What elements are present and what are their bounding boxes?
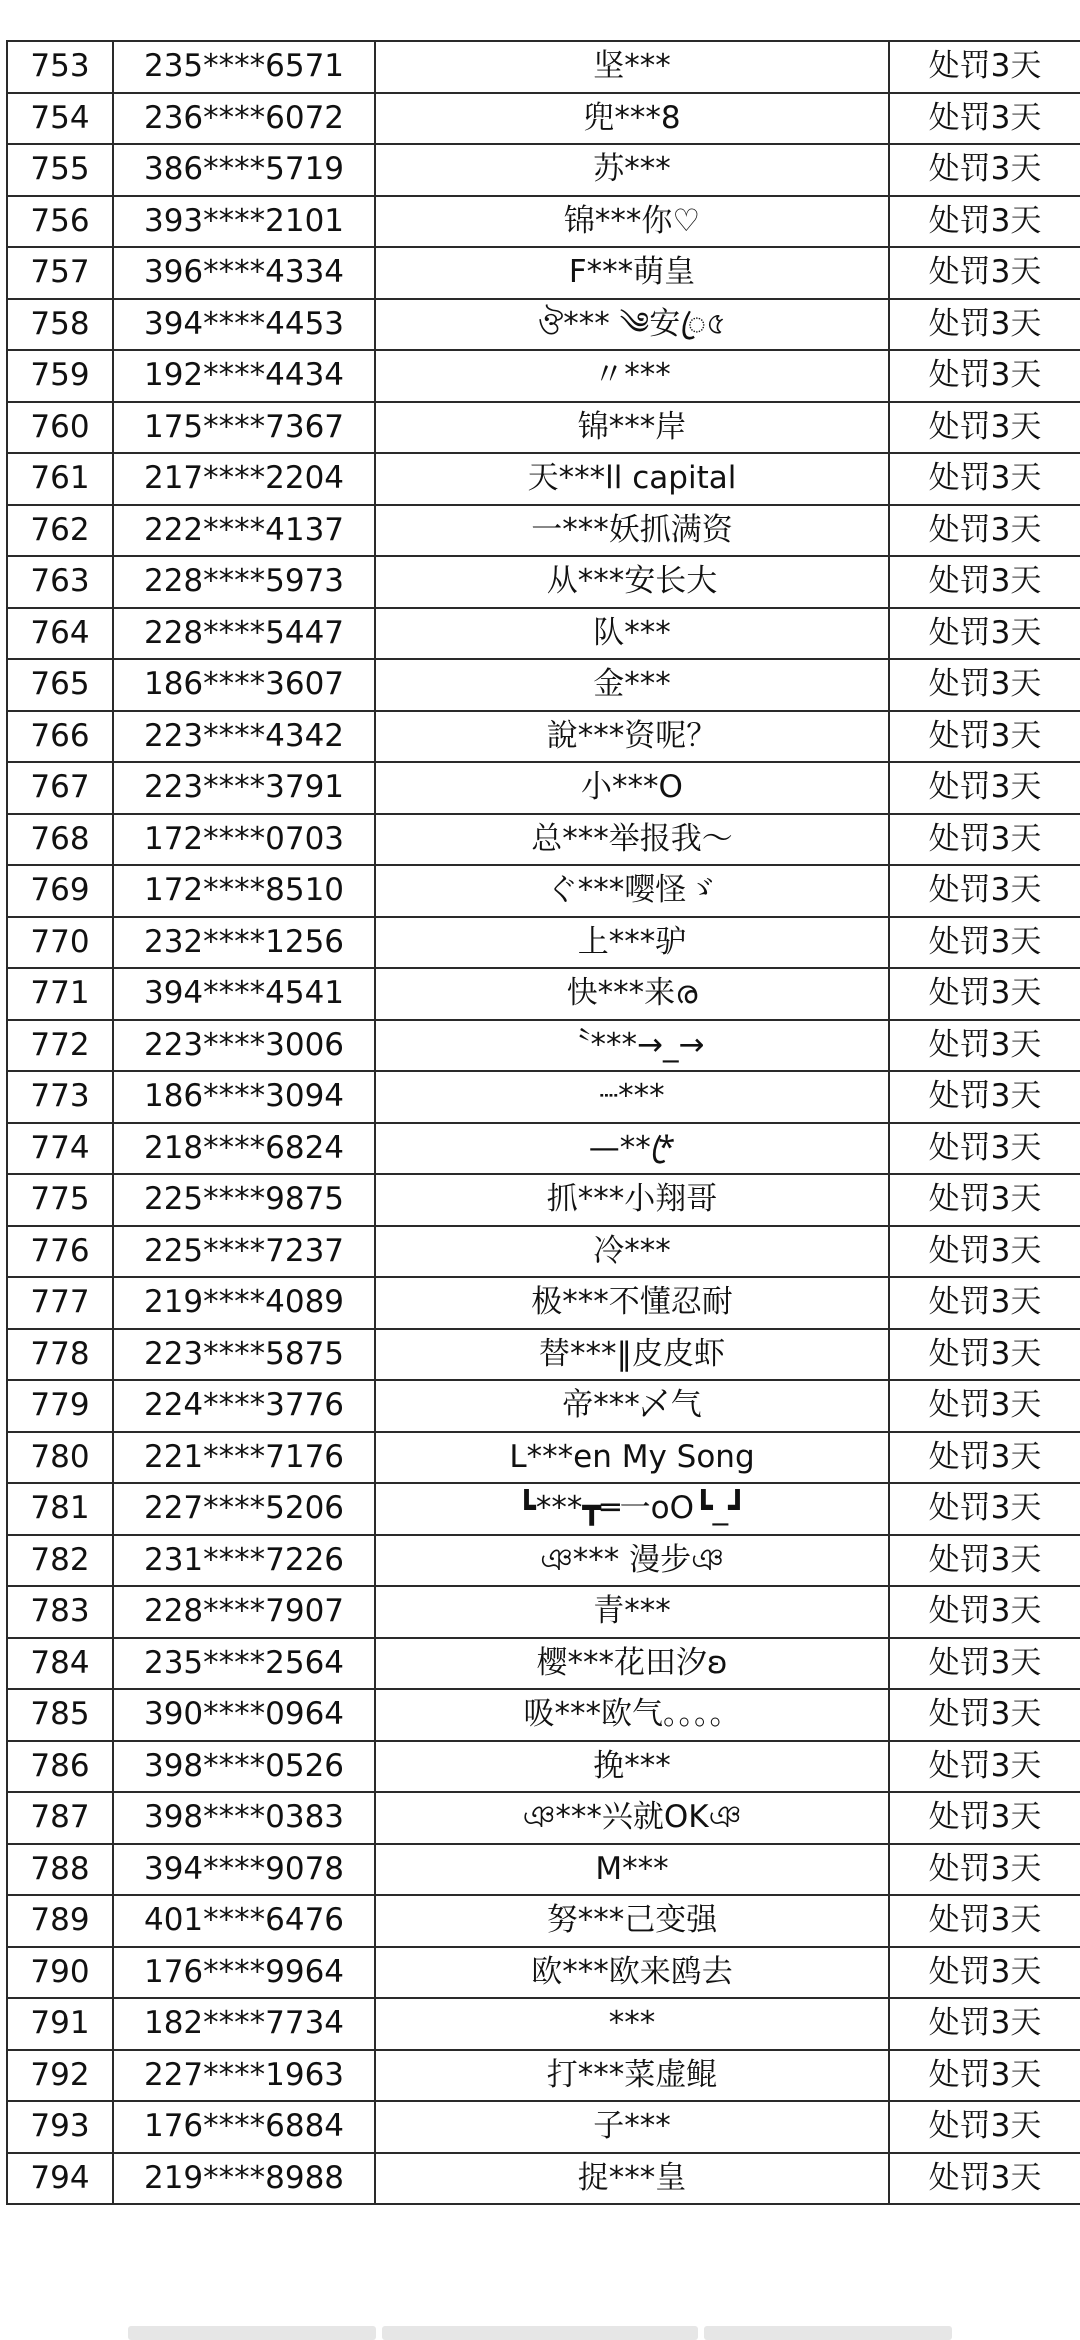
row-number-cell: 767 — [7, 762, 113, 814]
account-cell: 390****0964 — [113, 1689, 375, 1741]
table-row — [7, 453, 1080, 505]
account-cell: 219****8988 — [113, 2153, 375, 2205]
nickname-cell: F***萌皇 — [375, 247, 889, 299]
penalty-cell: 处罚3天 — [889, 1947, 1080, 1999]
bottom-segment-left — [128, 2326, 376, 2340]
table-row — [7, 1844, 1080, 1896]
penalty-cell: 处罚3天 — [889, 1483, 1080, 1535]
account-cell: 172****8510 — [113, 865, 375, 917]
row-number-cell: 760 — [7, 402, 113, 454]
penalty-cell: 处罚3天 — [889, 505, 1080, 557]
table-row — [7, 247, 1080, 299]
table-row — [7, 196, 1080, 248]
account-cell: 223****3006 — [113, 1020, 375, 1072]
penalty-cell: 处罚3天 — [889, 1792, 1080, 1844]
table-row — [7, 1123, 1080, 1175]
bottom-segment-right — [704, 2326, 952, 2340]
penalty-cell: 处罚3天 — [889, 814, 1080, 866]
nickname-cell: 〝***→_→ — [375, 1020, 889, 1072]
table-row — [7, 1689, 1080, 1741]
account-cell: 235****6571 — [113, 41, 375, 93]
account-cell: 225****9875 — [113, 1174, 375, 1226]
account-cell: 398****0526 — [113, 1741, 375, 1793]
nickname-cell: 锦***岸 — [375, 402, 889, 454]
table-row — [7, 1483, 1080, 1535]
penalty-cell: 处罚3天 — [889, 93, 1080, 145]
row-number-cell: 786 — [7, 1741, 113, 1793]
table-row — [7, 1380, 1080, 1432]
row-number-cell: 781 — [7, 1483, 113, 1535]
nickname-cell: 一***妖抓满资 — [375, 505, 889, 557]
penalty-cell: 处罚3天 — [889, 1432, 1080, 1484]
table-row — [7, 1638, 1080, 1690]
account-cell: 176****9964 — [113, 1947, 375, 1999]
table-row — [7, 1071, 1080, 1123]
nickname-cell: —***ꦿ — [375, 1123, 889, 1175]
row-number-cell: 775 — [7, 1174, 113, 1226]
account-cell: 172****0703 — [113, 814, 375, 866]
penalty-cell: 处罚3天 — [889, 659, 1080, 711]
row-number-cell: 789 — [7, 1895, 113, 1947]
nickname-cell: 打***菜虚鲲 — [375, 2050, 889, 2102]
penalty-cell: 处罚3天 — [889, 247, 1080, 299]
account-cell: 393****2101 — [113, 196, 375, 248]
penalty-cell: 处罚3天 — [889, 762, 1080, 814]
table-row — [7, 299, 1080, 351]
row-number-cell: 769 — [7, 865, 113, 917]
row-number-cell: 772 — [7, 1020, 113, 1072]
nickname-cell: ঞ*** 漫步ঞ — [375, 1535, 889, 1587]
row-number-cell: 777 — [7, 1277, 113, 1329]
nickname-cell: 青*** — [375, 1586, 889, 1638]
penalty-cell: 处罚3天 — [889, 968, 1080, 1020]
penalty-cell: 处罚3天 — [889, 556, 1080, 608]
row-number-cell: 758 — [7, 299, 113, 351]
table-row — [7, 1535, 1080, 1587]
nickname-cell: ┗***┳═一oO┗_┛ — [375, 1483, 889, 1535]
row-number-cell: 763 — [7, 556, 113, 608]
nickname-cell: 挽*** — [375, 1741, 889, 1793]
account-cell: 228****5447 — [113, 608, 375, 660]
penalty-cell: 处罚3天 — [889, 453, 1080, 505]
nickname-cell: 上***驴 — [375, 917, 889, 969]
penalty-cell: 处罚3天 — [889, 1741, 1080, 1793]
nickname-cell: 天***ll capital — [375, 453, 889, 505]
nickname-cell: 吸***欧气。。。。 — [375, 1689, 889, 1741]
account-cell: 235****2564 — [113, 1638, 375, 1690]
nickname-cell: ঔ*** ༄安ꦿ৫ — [375, 299, 889, 351]
account-cell: 186****3607 — [113, 659, 375, 711]
account-cell: 182****7734 — [113, 1998, 375, 2050]
account-cell: 221****7176 — [113, 1432, 375, 1484]
row-number-cell: 782 — [7, 1535, 113, 1587]
account-cell: 186****3094 — [113, 1071, 375, 1123]
account-cell: 223****3791 — [113, 762, 375, 814]
nickname-cell: 苏*** — [375, 144, 889, 196]
row-number-cell: 754 — [7, 93, 113, 145]
row-number-cell: 756 — [7, 196, 113, 248]
account-cell: 224****3776 — [113, 1380, 375, 1432]
nickname-cell: ぐ***嘤怪ゞ — [375, 865, 889, 917]
table-row — [7, 1586, 1080, 1638]
penalty-cell: 处罚3天 — [889, 1174, 1080, 1226]
nickname-cell: ┈*** — [375, 1071, 889, 1123]
penalty-cell: 处罚3天 — [889, 1020, 1080, 1072]
nickname-cell: 队*** — [375, 608, 889, 660]
row-number-cell: 773 — [7, 1071, 113, 1123]
table-body — [7, 41, 1080, 2204]
account-cell: 232****1256 — [113, 917, 375, 969]
row-number-cell: 787 — [7, 1792, 113, 1844]
row-number-cell: 792 — [7, 2050, 113, 2102]
account-cell: 228****5973 — [113, 556, 375, 608]
account-cell: 236****6072 — [113, 93, 375, 145]
account-cell: 386****5719 — [113, 144, 375, 196]
nickname-cell: 兜***8 — [375, 93, 889, 145]
penalty-cell: 处罚3天 — [889, 1071, 1080, 1123]
account-cell: 222****4137 — [113, 505, 375, 557]
table-row — [7, 1947, 1080, 1999]
penalty-cell: 处罚3天 — [889, 1329, 1080, 1381]
table-row — [7, 917, 1080, 969]
row-number-cell: 778 — [7, 1329, 113, 1381]
account-cell: 394****4453 — [113, 299, 375, 351]
row-number-cell: 768 — [7, 814, 113, 866]
penalty-cell: 处罚3天 — [889, 196, 1080, 248]
table-row — [7, 556, 1080, 608]
table-row — [7, 2050, 1080, 2102]
penalty-cell: 处罚3天 — [889, 1226, 1080, 1278]
row-number-cell: 757 — [7, 247, 113, 299]
account-cell: 394****9078 — [113, 1844, 375, 1896]
table-row — [7, 1741, 1080, 1793]
table-row — [7, 1329, 1080, 1381]
row-number-cell: 770 — [7, 917, 113, 969]
account-cell: 231****7226 — [113, 1535, 375, 1587]
nickname-cell: 〃*** — [375, 350, 889, 402]
table-row — [7, 711, 1080, 763]
nickname-cell: 金*** — [375, 659, 889, 711]
row-number-cell: 788 — [7, 1844, 113, 1896]
table-row — [7, 402, 1080, 454]
nickname-cell: 极***不懂忍耐 — [375, 1277, 889, 1329]
penalty-cell: 处罚3天 — [889, 1586, 1080, 1638]
nickname-cell: ঞ***兴就OKঞ — [375, 1792, 889, 1844]
row-number-cell: 790 — [7, 1947, 113, 1999]
table-row — [7, 505, 1080, 557]
nickname-cell: 欧***欧来鸥去 — [375, 1947, 889, 1999]
table-row — [7, 865, 1080, 917]
row-number-cell: 780 — [7, 1432, 113, 1484]
account-cell: 398****0383 — [113, 1792, 375, 1844]
account-cell: 228****7907 — [113, 1586, 375, 1638]
account-cell: 175****7367 — [113, 402, 375, 454]
penalty-cell: 处罚3天 — [889, 2153, 1080, 2205]
penalty-cell: 处罚3天 — [889, 350, 1080, 402]
penalty-cell: 处罚3天 — [889, 917, 1080, 969]
penalty-cell: 处罚3天 — [889, 1277, 1080, 1329]
nickname-cell: 锦***你♡ — [375, 196, 889, 248]
account-cell: 396****4334 — [113, 247, 375, 299]
penalty-cell: 处罚3天 — [889, 41, 1080, 93]
penalty-cell: 处罚3天 — [889, 402, 1080, 454]
nickname-cell: 快***来ര — [375, 968, 889, 1020]
table-row — [7, 762, 1080, 814]
table-row — [7, 1792, 1080, 1844]
penalty-cell: 处罚3天 — [889, 1638, 1080, 1690]
table-row — [7, 1998, 1080, 2050]
row-number-cell: 776 — [7, 1226, 113, 1278]
nickname-cell: 替***‖皮皮虾 — [375, 1329, 889, 1381]
account-cell: 227****5206 — [113, 1483, 375, 1535]
account-cell: 223****5875 — [113, 1329, 375, 1381]
row-number-cell: 794 — [7, 2153, 113, 2205]
table-row — [7, 608, 1080, 660]
table-row — [7, 2101, 1080, 2153]
penalty-cell: 处罚3天 — [889, 1123, 1080, 1175]
penalty-cell: 处罚3天 — [889, 1380, 1080, 1432]
table-row — [7, 1277, 1080, 1329]
nickname-cell: 捉***皇 — [375, 2153, 889, 2205]
row-number-cell: 784 — [7, 1638, 113, 1690]
table-row — [7, 1226, 1080, 1278]
row-number-cell: 766 — [7, 711, 113, 763]
account-cell: 227****1963 — [113, 2050, 375, 2102]
table-row — [7, 968, 1080, 1020]
table-row — [7, 350, 1080, 402]
bottom-navigation-strip — [0, 2312, 1080, 2340]
nickname-cell: 冷*** — [375, 1226, 889, 1278]
row-number-cell: 793 — [7, 2101, 113, 2153]
nickname-cell: 总***举报我～ — [375, 814, 889, 866]
table-row — [7, 1020, 1080, 1072]
row-number-cell: 774 — [7, 1123, 113, 1175]
account-cell: 218****6824 — [113, 1123, 375, 1175]
penalty-cell: 处罚3天 — [889, 299, 1080, 351]
nickname-cell: 坚*** — [375, 41, 889, 93]
account-cell: 225****7237 — [113, 1226, 375, 1278]
penalty-cell: 处罚3天 — [889, 1844, 1080, 1896]
row-number-cell: 759 — [7, 350, 113, 402]
row-number-cell: 761 — [7, 453, 113, 505]
nickname-cell: 樱***花田汐ʚ — [375, 1638, 889, 1690]
row-number-cell: 755 — [7, 144, 113, 196]
account-cell: 192****4434 — [113, 350, 375, 402]
nickname-cell: 抓***小翔哥 — [375, 1174, 889, 1226]
nickname-cell: 帝***乄气 — [375, 1380, 889, 1432]
table-row — [7, 1432, 1080, 1484]
top-spacer — [0, 0, 1080, 40]
row-number-cell: 791 — [7, 1998, 113, 2050]
account-cell: 219****4089 — [113, 1277, 375, 1329]
bottom-segment-middle — [382, 2326, 698, 2340]
row-number-cell: 779 — [7, 1380, 113, 1432]
row-number-cell: 765 — [7, 659, 113, 711]
nickname-cell: 小***O — [375, 762, 889, 814]
account-cell: 176****6884 — [113, 2101, 375, 2153]
penalty-cell: 处罚3天 — [889, 1535, 1080, 1587]
penalty-cell: 处罚3天 — [889, 2050, 1080, 2102]
row-number-cell: 753 — [7, 41, 113, 93]
nickname-cell: 努***己变强 — [375, 1895, 889, 1947]
row-number-cell: 764 — [7, 608, 113, 660]
penalty-cell: 处罚3天 — [889, 608, 1080, 660]
penalty-cell: 处罚3天 — [889, 1689, 1080, 1741]
nickname-cell: *** — [375, 1998, 889, 2050]
penalty-cell: 处罚3天 — [889, 2101, 1080, 2153]
account-cell: 401****6476 — [113, 1895, 375, 1947]
nickname-cell: M*** — [375, 1844, 889, 1896]
nickname-cell: 說***资呢？ — [375, 711, 889, 763]
account-cell: 394****4541 — [113, 968, 375, 1020]
table-row — [7, 41, 1080, 93]
nickname-cell: L***en My Song — [375, 1432, 889, 1484]
table-row — [7, 1174, 1080, 1226]
row-number-cell: 783 — [7, 1586, 113, 1638]
account-cell: 223****4342 — [113, 711, 375, 763]
penalty-cell: 处罚3天 — [889, 865, 1080, 917]
row-number-cell: 771 — [7, 968, 113, 1020]
nickname-cell: 子*** — [375, 2101, 889, 2153]
penalty-cell: 处罚3天 — [889, 1895, 1080, 1947]
penalty-cell: 处罚3天 — [889, 144, 1080, 196]
account-cell: 217****2204 — [113, 453, 375, 505]
row-number-cell: 762 — [7, 505, 113, 557]
table-row — [7, 1895, 1080, 1947]
row-number-cell: 785 — [7, 1689, 113, 1741]
table-row — [7, 144, 1080, 196]
penalty-cell: 处罚3天 — [889, 1998, 1080, 2050]
penalty-table — [6, 40, 1080, 2205]
table-row — [7, 2153, 1080, 2205]
table-row — [7, 93, 1080, 145]
table-row — [7, 659, 1080, 711]
table-row — [7, 814, 1080, 866]
penalty-cell: 处罚3天 — [889, 711, 1080, 763]
nickname-cell: 从***安长大 — [375, 556, 889, 608]
